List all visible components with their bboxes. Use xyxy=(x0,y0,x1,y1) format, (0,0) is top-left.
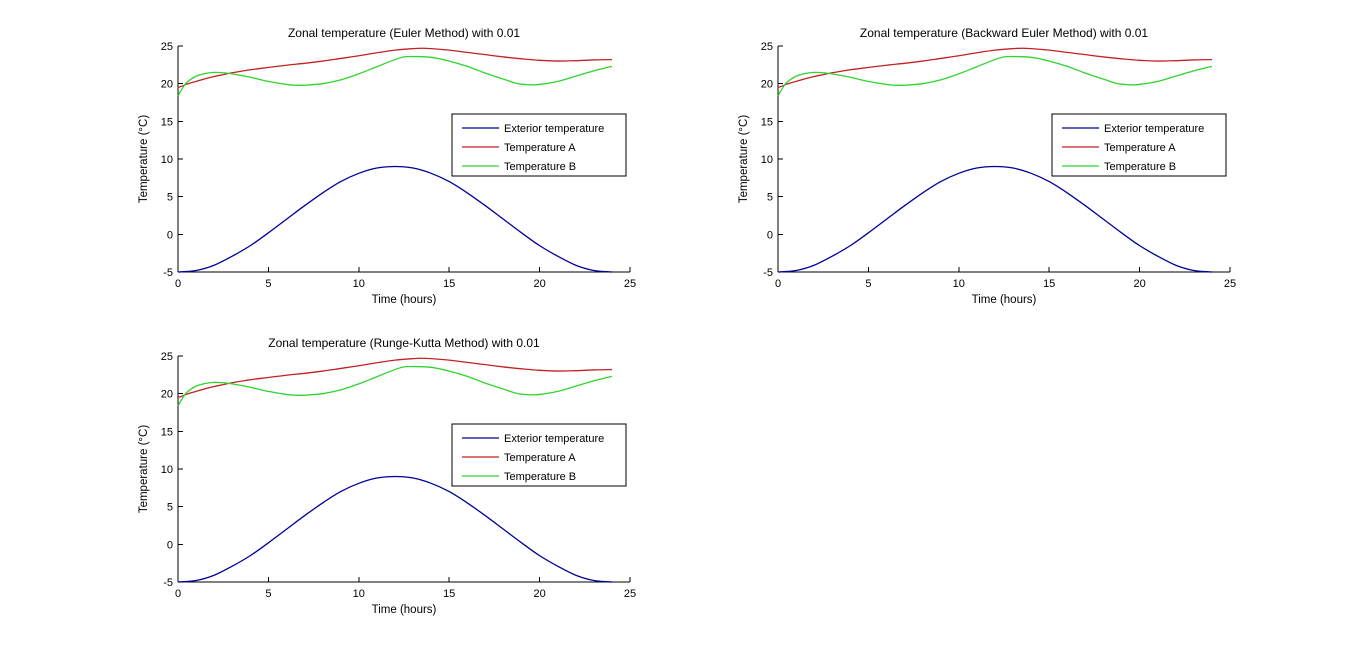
x-tick-label: 15 xyxy=(443,588,456,600)
chart-backward-euler-method xyxy=(730,18,1260,330)
legend xyxy=(452,424,626,486)
series-temperature-a xyxy=(778,48,1212,87)
x-tick-label: 0 xyxy=(774,278,782,290)
y-tick-label: 25 xyxy=(160,351,173,363)
legend-label: Temperature A xyxy=(504,452,576,464)
x-tick-label: 0 xyxy=(174,588,182,600)
x-tick-label: 20 xyxy=(533,588,546,600)
legend-label: Temperature A xyxy=(1104,142,1176,154)
chart-title: Zonal temperature (Euler Method) with 0.01 xyxy=(287,26,521,40)
series-temperature-a xyxy=(178,48,612,87)
x-tick-label: 25 xyxy=(1223,278,1237,290)
x-axis-label: Time (hours) xyxy=(371,294,437,306)
y-tick-label: 0 xyxy=(166,229,173,242)
plot-area xyxy=(130,328,660,640)
y-axis-label: Temperature (°C) xyxy=(138,424,150,514)
legend-label: Temperature A xyxy=(504,142,576,154)
legend xyxy=(1052,114,1226,176)
x-tick-label: 20 xyxy=(533,278,546,290)
series-temperature-b xyxy=(778,57,1212,96)
y-tick-label: 15 xyxy=(760,116,773,129)
y-axis-label: Temperature (°C) xyxy=(138,114,150,204)
chart-runge-kutta-method xyxy=(130,328,660,640)
y-tick-label: 10 xyxy=(160,154,173,166)
x-tick-label: 10 xyxy=(352,278,365,290)
plot-area xyxy=(730,18,1260,330)
x-tick-label: 25 xyxy=(623,588,637,600)
y-tick-label: 0 xyxy=(166,539,173,552)
legend-label: Temperature B xyxy=(1104,161,1177,173)
legend-label: Exterior temperature xyxy=(504,123,605,135)
y-tick-label: 15 xyxy=(160,116,173,129)
y-tick-label: 20 xyxy=(760,78,773,91)
series-temperature-b xyxy=(178,367,612,406)
y-tick-label: 0 xyxy=(766,229,773,242)
y-tick-label: 5 xyxy=(766,191,773,204)
x-tick-label: 5 xyxy=(265,588,272,600)
legend-label: Exterior temperature xyxy=(1104,123,1205,135)
y-tick-label: 5 xyxy=(166,501,173,514)
x-tick-label: 10 xyxy=(352,588,365,600)
y-axis-label: Temperature (°C) xyxy=(738,114,750,204)
x-axis-label: Time (hours) xyxy=(971,294,1037,306)
y-tick-label: 25 xyxy=(160,41,173,53)
x-tick-label: 0 xyxy=(174,278,182,290)
chart-title: Zonal temperature (Runge-Kutta Method) with 0.01 xyxy=(268,336,540,350)
series-temperature-b xyxy=(178,57,612,96)
series-exterior-temperature xyxy=(778,167,1212,272)
series-exterior-temperature xyxy=(178,477,612,582)
y-tick-label: 25 xyxy=(760,41,773,53)
legend-label: Temperature B xyxy=(504,161,577,173)
y-tick-label: -5 xyxy=(763,267,773,279)
legend xyxy=(452,114,626,176)
series-temperature-a xyxy=(178,358,612,397)
y-tick-label: 15 xyxy=(160,426,173,439)
x-tick-label: 10 xyxy=(952,278,965,290)
x-tick-label: 15 xyxy=(1043,278,1056,290)
x-axis-label: Time (hours) xyxy=(371,604,437,616)
legend-label: Temperature B xyxy=(504,471,577,483)
x-tick-label: 5 xyxy=(865,278,872,290)
x-tick-label: 25 xyxy=(623,278,637,290)
y-tick-label: -5 xyxy=(163,577,173,589)
chart-euler-method xyxy=(130,18,660,330)
x-tick-label: 20 xyxy=(1133,278,1146,290)
chart-title: Zonal temperature (Backward Euler Method) with 0.01 xyxy=(859,26,1149,40)
y-tick-label: 10 xyxy=(760,154,773,166)
legend-label: Exterior temperature xyxy=(504,433,605,445)
x-tick-label: 5 xyxy=(265,278,272,290)
y-tick-label: 10 xyxy=(160,464,173,476)
y-tick-label: 20 xyxy=(160,78,173,91)
y-tick-label: 5 xyxy=(166,191,173,204)
series-exterior-temperature xyxy=(178,167,612,272)
x-tick-label: 15 xyxy=(443,278,456,290)
plot-area xyxy=(130,18,660,330)
y-tick-label: 20 xyxy=(160,388,173,401)
y-tick-label: -5 xyxy=(163,267,173,279)
